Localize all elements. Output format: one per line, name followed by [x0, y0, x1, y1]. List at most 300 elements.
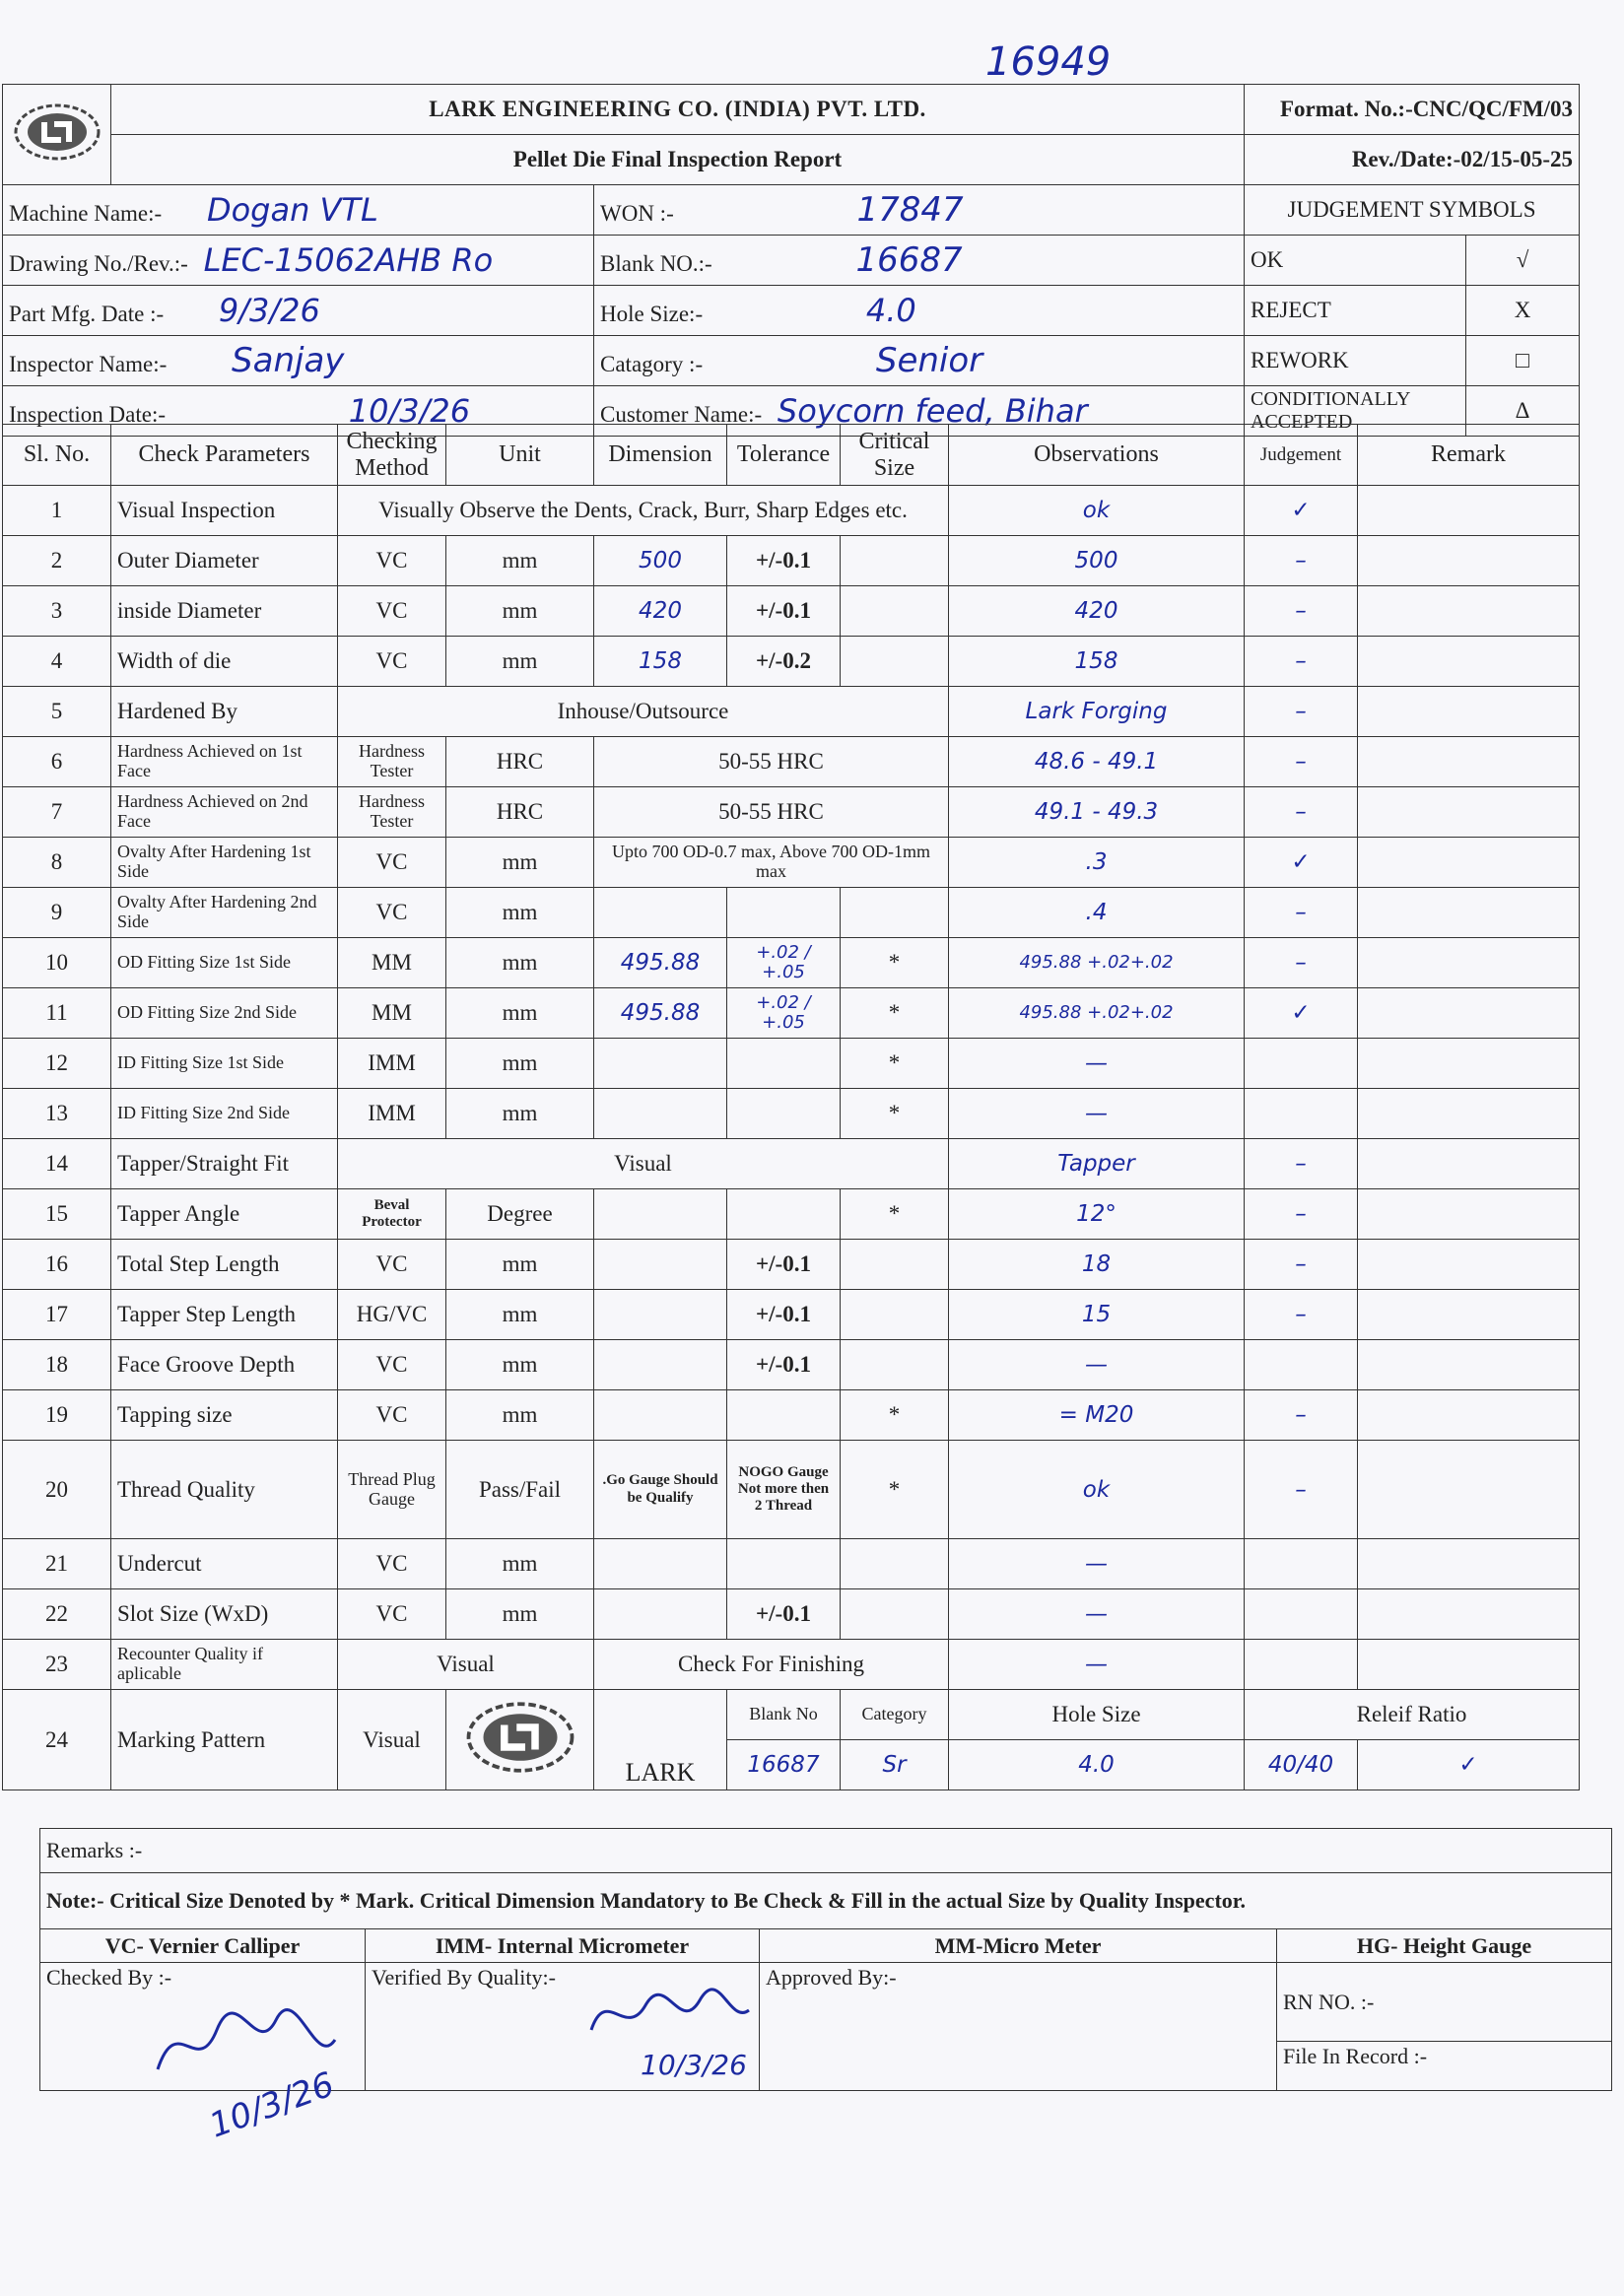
critical-size: * [841, 988, 949, 1039]
drawing-value: LEC-15062AHB Ro [203, 241, 494, 279]
col-tolerance: Tolerance [727, 425, 841, 486]
row-number: 7 [3, 787, 111, 838]
checking-method: IMM [338, 1089, 446, 1139]
check-parameter: Tapper/Straight Fit [111, 1139, 338, 1189]
tolerance: +/-0.1 [727, 536, 841, 586]
table-row [3, 737, 1580, 787]
tolerance [727, 1039, 841, 1089]
observation: — [949, 1640, 1245, 1690]
remark [1358, 586, 1580, 637]
unit: Degree [446, 1189, 594, 1240]
dimension [594, 1189, 727, 1240]
tolerance: +/-0.1 [727, 1240, 841, 1290]
mfg-date-label: Part Mfg. Date :- [9, 302, 165, 326]
tolerance: +.02 / +.05 [727, 988, 841, 1039]
row-number: 15 [3, 1189, 111, 1240]
table-row [3, 1390, 1580, 1441]
remark [1358, 536, 1580, 586]
lark-logo-icon [456, 1698, 584, 1777]
verified-by-signature [581, 1981, 759, 2081]
symbol-ok-label: OK [1245, 236, 1466, 286]
marking-blank-no-header: Blank No [727, 1690, 841, 1740]
remark [1358, 1240, 1580, 1290]
row-number: 24 [3, 1690, 111, 1790]
tolerance: +/-0.2 [727, 637, 841, 687]
tolerance [727, 1539, 841, 1589]
tolerance [727, 1189, 841, 1240]
observation: 500 [949, 536, 1245, 586]
marking-releif-ratio-header: Releif Ratio [1245, 1690, 1580, 1740]
judgement-symbols-title: JUDGEMENT SYMBOLS [1245, 185, 1580, 236]
row-number: 21 [3, 1539, 111, 1589]
judgement: – [1245, 787, 1358, 838]
dimension [594, 888, 727, 938]
remark [1358, 787, 1580, 838]
checking-method: MM [338, 988, 446, 1039]
critical-size: * [841, 1441, 949, 1539]
symbol-conditional: Δ [1466, 386, 1580, 437]
won-label: WON :- [600, 201, 674, 226]
table-row [3, 1189, 1580, 1240]
remark [1358, 938, 1580, 988]
tolerance: +/-0.1 [727, 1589, 841, 1640]
check-parameter: Tapper Step Length [111, 1290, 338, 1340]
verified-by-date: 10/3/26 [641, 2049, 747, 2081]
check-parameter: ID Fitting Size 2nd Side [111, 1089, 338, 1139]
check-parameter: inside Diameter [111, 586, 338, 637]
checking-method: VC [338, 1390, 446, 1441]
hole-size-value: 4.0 [865, 292, 916, 329]
legend-mm: MM-Micro Meter [760, 1929, 1277, 1963]
critical-size [841, 536, 949, 586]
table-row [3, 1589, 1580, 1640]
remark [1358, 1340, 1580, 1390]
remark [1358, 687, 1580, 737]
unit: mm [446, 637, 594, 687]
remark [1358, 838, 1580, 888]
row-number: 20 [3, 1441, 111, 1539]
table-row [3, 988, 1580, 1039]
judgement [1245, 1539, 1358, 1589]
table-row [3, 1240, 1580, 1290]
check-parameter: Recounter Quality if aplicable [111, 1640, 338, 1690]
checking-method: Thread Plug Gauge [338, 1441, 446, 1539]
legend-imm: IMM- Internal Micrometer [366, 1929, 760, 1963]
check-parameter: Ovalty After Hardening 1st Side [111, 838, 338, 888]
row-number: 8 [3, 838, 111, 888]
blank-no-value: 16687 [855, 240, 963, 280]
marking-hole-size: 4.0 [949, 1740, 1245, 1790]
check-parameter: Outer Diameter [111, 536, 338, 586]
header-table [2, 84, 1580, 437]
observation: 49.1 - 49.3 [949, 787, 1245, 838]
judgement: – [1245, 737, 1358, 787]
col-dimension: Dimension [594, 425, 727, 486]
check-parameter: Undercut [111, 1539, 338, 1589]
remark [1358, 486, 1580, 536]
observation: — [949, 1539, 1245, 1589]
observation: — [949, 1340, 1245, 1390]
critical-size [841, 637, 949, 687]
row-number: 4 [3, 637, 111, 687]
inspection-date-value: 10/3/26 [348, 392, 471, 430]
judgement: – [1245, 888, 1358, 938]
critical-size [841, 586, 949, 637]
checking-method: VC [338, 838, 446, 888]
unit: mm [446, 938, 594, 988]
judgement: – [1245, 938, 1358, 988]
dimension [594, 1539, 727, 1589]
table-row [3, 787, 1580, 838]
remark [1358, 1189, 1580, 1240]
observation: Lark Forging [949, 687, 1245, 737]
critical-size [841, 1240, 949, 1290]
row-number: 6 [3, 737, 111, 787]
remark [1358, 1290, 1580, 1340]
symbol-reject: X [1466, 286, 1580, 336]
judgement: – [1245, 1240, 1358, 1290]
checking-method: Hardness Tester [338, 737, 446, 787]
observation: — [949, 1089, 1245, 1139]
symbol-conditional-label: CONDITIONALLY ACCEPTED [1245, 386, 1466, 437]
col-judgement: Judgement [1245, 425, 1358, 486]
reference-number: 16949 [985, 39, 1112, 85]
checking-method: IMM [338, 1039, 446, 1089]
row-number: 5 [3, 687, 111, 737]
row-number: 18 [3, 1340, 111, 1390]
unit: HRC [446, 737, 594, 787]
row-number: 11 [3, 988, 111, 1039]
observation: .3 [949, 838, 1245, 888]
unit: mm [446, 1589, 594, 1640]
observation: ok [949, 486, 1245, 536]
remark [1358, 1539, 1580, 1589]
critical-size: * [841, 1189, 949, 1240]
unit: mm [446, 1290, 594, 1340]
company-logo [3, 85, 111, 185]
checking-method: VC [338, 586, 446, 637]
revision-date: Rev./Date:-02/15-05-25 [1245, 135, 1580, 185]
table-row [3, 1640, 1580, 1690]
judgement: – [1245, 1189, 1358, 1240]
critical-size: * [841, 1039, 949, 1089]
checking-method: Visual [338, 1640, 594, 1690]
table-row [3, 838, 1580, 888]
judgement: – [1245, 637, 1358, 687]
dimension [594, 1290, 727, 1340]
observation: = M20 [949, 1390, 1245, 1441]
company-name: LARK ENGINEERING CO. (INDIA) PVT. LTD. [111, 85, 1245, 135]
checking-method: HG/VC [338, 1290, 446, 1340]
table-row [3, 486, 1580, 536]
check-parameter: Hardness Achieved on 1st Face [111, 737, 338, 787]
table-row [3, 687, 1580, 737]
check-parameter: Width of die [111, 637, 338, 687]
symbol-ok: √ [1466, 236, 1580, 286]
unit: mm [446, 1539, 594, 1589]
judgement: ✓ [1245, 988, 1358, 1039]
remark [1358, 1441, 1580, 1539]
unit: Pass/Fail [446, 1441, 594, 1539]
check-parameter: Hardened By [111, 687, 338, 737]
table-row [3, 637, 1580, 687]
customer-value: Soycorn feed, Bihar [777, 392, 1088, 430]
observation: 15 [949, 1290, 1245, 1340]
col-sl-no: Sl. No. [3, 425, 111, 486]
tolerance: +/-0.1 [727, 1290, 841, 1340]
table-row [3, 1539, 1580, 1589]
table-row [3, 536, 1580, 586]
critical-size [841, 1539, 949, 1589]
drawing-row [3, 236, 594, 286]
checked-by-date: 10/3/26 [204, 2064, 340, 2146]
row-number: 3 [3, 586, 111, 637]
unit: mm [446, 988, 594, 1039]
format-number: Format. No.:-CNC/QC/FM/03 [1245, 85, 1580, 135]
judgement: – [1245, 1441, 1358, 1539]
unit: HRC [446, 787, 594, 838]
observation: 495.88 +.02+.02 [949, 938, 1245, 988]
critical-size: * [841, 1089, 949, 1139]
remark [1358, 888, 1580, 938]
machine-name-label: Machine Name:- [9, 201, 163, 226]
legend-hg: HG- Height Gauge [1277, 1929, 1612, 1963]
dimension: 495.88 [594, 988, 727, 1039]
checking-method: VC [338, 536, 446, 586]
category-row [594, 336, 1245, 386]
judgement [1245, 1640, 1358, 1690]
won-value: 17847 [856, 190, 964, 230]
checking-method: VC [338, 888, 446, 938]
marking-row [3, 1690, 1580, 1740]
check-parameter: Ovalty After Hardening 2nd Side [111, 888, 338, 938]
tolerance: +/-0.1 [727, 1340, 841, 1390]
table-row [3, 938, 1580, 988]
observation: — [949, 1039, 1245, 1089]
tolerance: +/-0.1 [727, 586, 841, 637]
inspection-table [2, 424, 1580, 1790]
customer-label: Customer Name:- [600, 402, 763, 427]
observation: 12° [949, 1189, 1245, 1240]
check-parameter: Slot Size (WxD) [111, 1589, 338, 1640]
checking-method: VC [338, 1340, 446, 1390]
checked-by-signature [148, 2000, 345, 2146]
symbol-rework: □ [1466, 336, 1580, 386]
observation: 158 [949, 637, 1245, 687]
col-observations: Observations [949, 425, 1245, 486]
unit: mm [446, 838, 594, 888]
judgement: ✓ [1245, 486, 1358, 536]
dimension: 158 [594, 637, 727, 687]
spec: 50-55 HRC [594, 787, 949, 838]
symbol-rework-label: REWORK [1245, 336, 1466, 386]
row-number: 9 [3, 888, 111, 938]
won-row [594, 185, 1245, 236]
table-row [3, 888, 1580, 938]
observation: Tapper [949, 1139, 1245, 1189]
inspection-date-label: Inspection Date:- [9, 402, 167, 427]
row-number: 13 [3, 1089, 111, 1139]
table-row [3, 1089, 1580, 1139]
row-number: 2 [3, 536, 111, 586]
dimension: 500 [594, 536, 727, 586]
observation: 18 [949, 1240, 1245, 1290]
legend-vc: VC- Vernier Calliper [40, 1929, 366, 1963]
judgement: – [1245, 586, 1358, 637]
tolerance [727, 1089, 841, 1139]
row-number: 10 [3, 938, 111, 988]
report-title: Pellet Die Final Inspection Report [111, 135, 1245, 185]
hole-size-label: Hole Size:- [600, 302, 704, 326]
check-parameter: OD Fitting Size 1st Side [111, 938, 338, 988]
row-number: 19 [3, 1390, 111, 1441]
check-parameter: Tapper Angle [111, 1189, 338, 1240]
dimension [594, 1390, 727, 1441]
critical-size: * [841, 938, 949, 988]
checked-by-label: Checked By :- [40, 1963, 366, 2091]
spec: Upto 700 OD-0.7 max, Above 700 OD-1mm max [594, 838, 949, 888]
judgement: ✓ [1245, 838, 1358, 888]
spanned-spec: Visual [338, 1139, 949, 1189]
critical-size [841, 888, 949, 938]
remark [1358, 1390, 1580, 1441]
observation: .4 [949, 888, 1245, 938]
table-row [3, 1290, 1580, 1340]
row-number: 16 [3, 1240, 111, 1290]
tolerance: +.02 / +.05 [727, 938, 841, 988]
dimension [594, 1589, 727, 1640]
approved-by-label: Approved By:- [760, 1963, 1277, 2091]
remark [1358, 1089, 1580, 1139]
critical-size [841, 1340, 949, 1390]
spanned-spec: Inhouse/Outsource [338, 687, 949, 737]
table-row [3, 586, 1580, 637]
observation: 420 [949, 586, 1245, 637]
check-parameter: ID Fitting Size 1st Side [111, 1039, 338, 1089]
row-number: 14 [3, 1139, 111, 1189]
row-number: 23 [3, 1640, 111, 1690]
critical-size [841, 1290, 949, 1340]
inspection-rows [3, 486, 1580, 1790]
verified-by-label: Verified By Quality:- [366, 1963, 760, 2091]
judgement: – [1245, 536, 1358, 586]
marking-category-header: Category [841, 1690, 949, 1740]
critical-size: * [841, 1390, 949, 1441]
table-row [3, 1039, 1580, 1089]
file-in-record-label: File In Record :- [1277, 2042, 1612, 2091]
check-parameter: Face Groove Depth [111, 1340, 338, 1390]
tolerance [727, 1390, 841, 1441]
check-parameter: Total Step Length [111, 1240, 338, 1290]
check-parameter: Visual Inspection [111, 486, 338, 536]
unit: mm [446, 888, 594, 938]
observation: 48.6 - 49.1 [949, 737, 1245, 787]
spanned-spec: Visually Observe the Dents, Crack, Burr, Sharp Edges etc. [338, 486, 949, 536]
checking-method: VC [338, 1589, 446, 1640]
remarks-label: Remarks :- [40, 1829, 1612, 1873]
column-header-row [3, 425, 1580, 486]
marking-brand: LARK [594, 1690, 727, 1790]
mfg-date-value: 9/3/26 [218, 292, 320, 329]
machine-name-row [3, 185, 594, 236]
category-label: Catagory :- [600, 352, 704, 376]
dimension: 420 [594, 586, 727, 637]
unit: mm [446, 1089, 594, 1139]
dimension: 495.88 [594, 938, 727, 988]
row-number: 1 [3, 486, 111, 536]
remark [1358, 1139, 1580, 1189]
checking-method: MM [338, 938, 446, 988]
machine-name-value: Dogan VTL [206, 191, 378, 229]
judgement: – [1245, 1390, 1358, 1441]
spec: 50-55 HRC [594, 737, 949, 787]
inspector-label: Inspector Name:- [9, 352, 168, 376]
dimension [594, 1039, 727, 1089]
dimension: .Go Gauge Should be Qualify [594, 1441, 727, 1539]
col-critical-size: Critical Size [841, 425, 949, 486]
judgement: – [1245, 1290, 1358, 1340]
judgement [1245, 1089, 1358, 1139]
marking-hole-size-header: Hole Size [949, 1690, 1245, 1740]
critical-size [841, 1589, 949, 1640]
col-unit: Unit [446, 425, 594, 486]
remark [1358, 637, 1580, 687]
hole-size-row [594, 286, 1245, 336]
unit: mm [446, 586, 594, 637]
dimension [594, 1089, 727, 1139]
remark [1358, 1039, 1580, 1089]
remark [1358, 988, 1580, 1039]
unit: mm [446, 536, 594, 586]
row-number: 22 [3, 1589, 111, 1640]
unit: mm [446, 1390, 594, 1441]
check-parameter: Marking Pattern [111, 1690, 338, 1790]
col-checking-method: Checking Method [338, 425, 446, 486]
checking-method: VC [338, 1240, 446, 1290]
rn-no-label: RN NO. :- [1277, 1963, 1612, 2042]
judgement: – [1245, 1139, 1358, 1189]
marking-blank-no: 16687 [727, 1740, 841, 1790]
marking-category: Sr [841, 1740, 949, 1790]
check-parameter: Tapping size [111, 1390, 338, 1441]
checking-method: Hardness Tester [338, 787, 446, 838]
judgement: ✓ [1358, 1740, 1580, 1790]
check-parameter: Thread Quality [111, 1441, 338, 1539]
table-row [3, 1340, 1580, 1390]
remark [1358, 1640, 1580, 1690]
observation: ok [949, 1441, 1245, 1539]
check-parameter: OD Fitting Size 2nd Side [111, 988, 338, 1039]
critical-note: Note:- Critical Size Denoted by * Mark. Critical Dimension Mandatory to Be Check & Fill in the actual Size by Quality Inspector. [40, 1873, 1612, 1929]
lark-logo-icon [12, 101, 102, 164]
blank-no-row [594, 236, 1245, 286]
spec: Check For Finishing [594, 1640, 949, 1690]
blank-no-label: Blank NO.:- [600, 251, 712, 276]
judgement [1245, 1039, 1358, 1089]
dimension [594, 1340, 727, 1390]
judgement [1245, 1340, 1358, 1390]
unit: mm [446, 1340, 594, 1390]
col-remark: Remark [1358, 425, 1580, 486]
remark [1358, 737, 1580, 787]
remark [1358, 1589, 1580, 1640]
check-parameter: Hardness Achieved on 2nd Face [111, 787, 338, 838]
checking-method: VC [338, 1539, 446, 1589]
inspector-value: Sanjay [232, 341, 345, 380]
row-number: 17 [3, 1290, 111, 1340]
col-check-parameters: Check Parameters [111, 425, 338, 486]
observation: 495.88 +.02+.02 [949, 988, 1245, 1039]
